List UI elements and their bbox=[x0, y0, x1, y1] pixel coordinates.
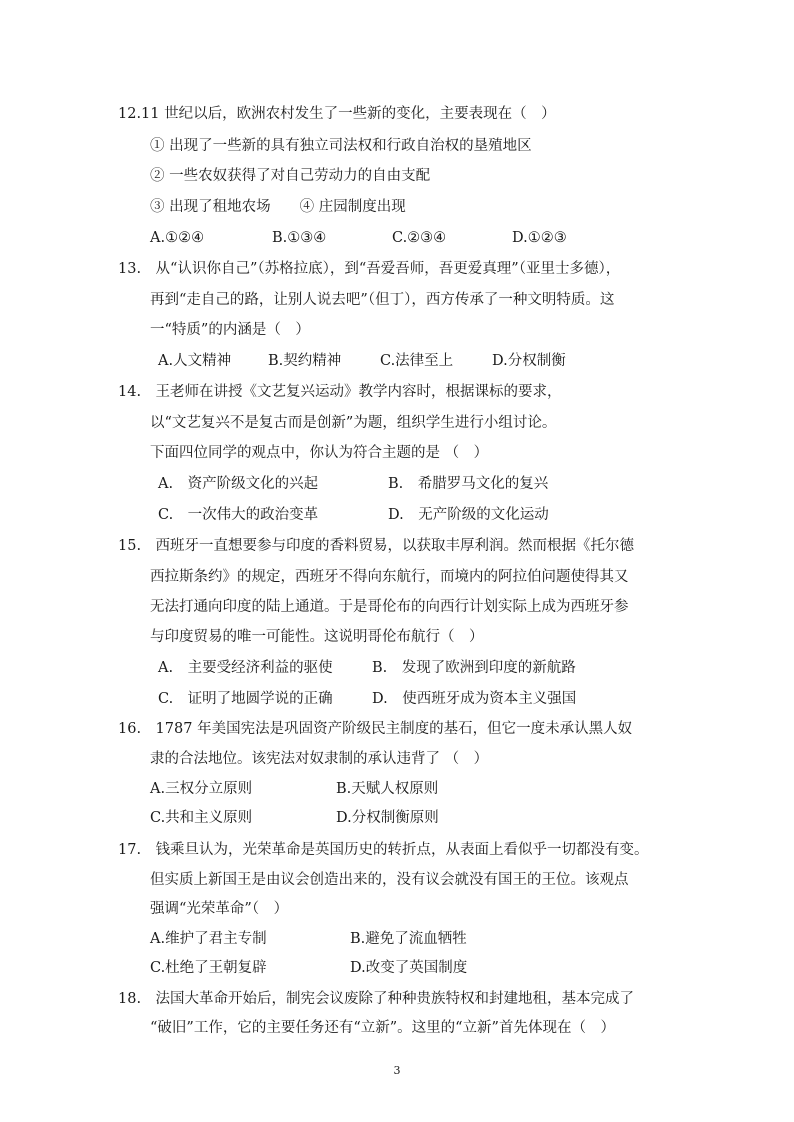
question-18-stem-line-2: “破旧”工作，它的主要任务还有“立新”。这里的“立新”首先体现在（ ） bbox=[150, 1020, 615, 1036]
question-16-option-a: A.三权分立原则 bbox=[150, 781, 253, 797]
question-12-item-2: ② 一些农奴获得了对自己劳动力的自由支配 bbox=[150, 168, 431, 184]
question-12-item-3-4: ③ 出现了租地农场 ④ 庄园制度出现 bbox=[150, 199, 406, 215]
question-13-option-b: B.契约精神 bbox=[268, 353, 342, 369]
question-17-stem-line-1: 17. 钱乘旦认为，光荣革命是英国历史的转折点，从表面上看似乎一切都没有变。 bbox=[118, 842, 649, 858]
question-15-stem-line-1: 15. 西班牙一直想要参与印度的香料贸易，以获取丰厚利润。然而根据《托尔德 bbox=[118, 538, 635, 554]
question-13-option-a: A.人文精神 bbox=[158, 353, 232, 369]
question-14-stem-line-2: 以“文艺复兴不是复古而是创新”为题，组织学生进行小组讨论。 bbox=[150, 415, 557, 431]
question-14-option-d: D. 无产阶级的文化运动 bbox=[388, 507, 549, 523]
question-13-option-c: C.法律至上 bbox=[380, 353, 454, 369]
question-18-stem-line-1: 18. 法国大革命开始后，制宪会议废除了种种贵族特权和封建地租，基本完成了 bbox=[118, 991, 635, 1007]
question-15-stem-line-3: 无法打通向印度的陆上通道。于是哥伦布的向西行计划实际上成为西班牙参 bbox=[150, 599, 629, 615]
question-14-option-a: A. 资产阶级文化的兴起 bbox=[158, 476, 319, 492]
question-14-option-c: C. 一次伟大的政治变革 bbox=[158, 507, 319, 523]
question-16-stem-line-1: 16. 1787 年美国宪法是巩固资产阶级民主制度的基石，但它一度未承认黑人奴 bbox=[118, 721, 633, 737]
question-15-option-c: C. 证明了地圆学说的正确 bbox=[158, 691, 333, 707]
question-16-stem-line-2: 隶的合法地位。该宪法对奴隶制的承认违背了 （ ） bbox=[150, 751, 489, 767]
page-number: 3 bbox=[393, 1064, 401, 1077]
question-15-stem-line-4: 与印度贸易的唯一可能性。这说明哥伦布航行（ ） bbox=[150, 629, 484, 645]
question-12-option-c: C.②③④ bbox=[392, 230, 447, 246]
question-13-option-d: D.分权制衡 bbox=[492, 353, 566, 369]
question-12-stem: 12.11 世纪以后，欧洲农村发生了一些新的变化，主要表现在（ ） bbox=[118, 106, 556, 122]
question-15-option-d: D. 使西班牙成为资本主义强国 bbox=[372, 691, 577, 707]
question-17-option-c: C.杜绝了王朝复辟 bbox=[150, 960, 267, 976]
question-14-option-b: B. 希腊罗马文化的复兴 bbox=[388, 476, 549, 492]
question-15-option-b: B. 发现了欧洲到印度的新航路 bbox=[372, 660, 576, 676]
question-17-option-b: B.避免了流血牺牲 bbox=[350, 931, 467, 947]
question-16-option-d: D.分权制衡原则 bbox=[336, 810, 439, 826]
question-13-stem-line-2: 再到“走自己的路，让别人说去吧”（但丁），西方传承了一种文明特质。这 bbox=[150, 292, 615, 308]
question-17-stem-line-2: 但实质上新国王是由议会创造出来的，没有议会就没有国王的王位。该观点 bbox=[150, 872, 629, 888]
question-12-option-a: A.①②④ bbox=[150, 230, 205, 246]
question-13-stem-line-1: 13. 从“认识你自己”（苏格拉底），到“吾爱吾师，吾更爱真理”（亚里士多德）， bbox=[118, 261, 621, 277]
question-12-item-1: ① 出现了一些新的具有独立司法权和行政自治权的垦殖地区 bbox=[150, 138, 532, 154]
question-14-stem-line-3: 下面四位同学的观点中，你认为符合主题的是 （ ） bbox=[150, 445, 489, 461]
question-15-stem-line-2: 西拉斯条约》的规定，西班牙不得向东航行，而境内的阿拉伯问题使得其又 bbox=[150, 569, 629, 585]
question-16-option-b: B.天赋人权原则 bbox=[336, 781, 439, 797]
question-17-stem-line-3: 强调“光荣革命”（ ） bbox=[150, 901, 289, 917]
question-12-option-b: B.①③④ bbox=[272, 230, 327, 246]
question-13-stem-line-3: 一“特质”的内涵是（ ） bbox=[150, 322, 310, 338]
question-15-option-a: A. 主要受经济利益的驱使 bbox=[158, 660, 333, 676]
question-12-option-d: D.①②③ bbox=[512, 230, 567, 246]
question-14-stem-line-1: 14. 王老师在讲授《文艺复兴运动》教学内容时，根据课标的要求， bbox=[118, 384, 562, 400]
question-16-option-c: C.共和主义原则 bbox=[150, 810, 253, 826]
question-17-option-d: D.改变了英国制度 bbox=[350, 960, 468, 976]
question-17-option-a: A.维护了君主专制 bbox=[150, 931, 267, 947]
